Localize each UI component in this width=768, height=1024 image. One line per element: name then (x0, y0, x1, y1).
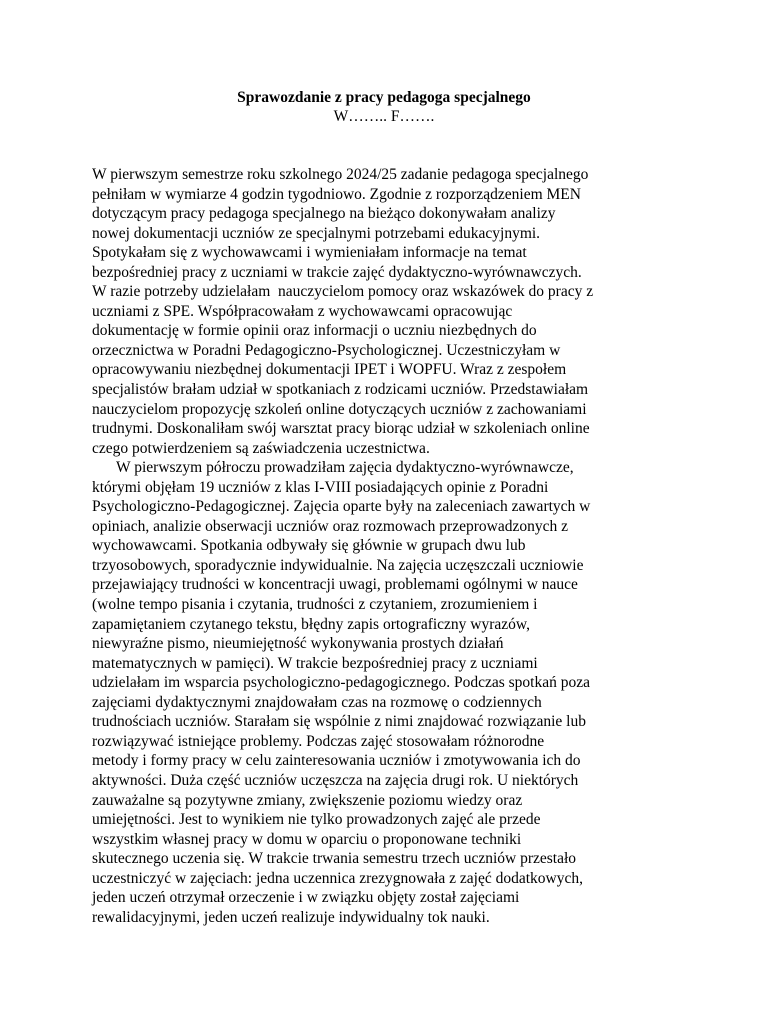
body-text-line: W razie potrzeby udzielałam nauczycielom pomocy oraz wskazówek do pracy z (92, 283, 594, 301)
body-text-line: Spotykałam się z wychowawcami i wymieniałam informacje na temat (92, 244, 527, 262)
body-text-line: jeden uczeń otrzymał orzeczenie i w związku objęty został zajęciami (92, 889, 520, 907)
body-text-line: rozwiązywać istniejące problemy. Podczas zajęć stosowałam różnorodne (92, 732, 545, 750)
body-text-line: wszystkim własnej pracy w domu w oparciu o proponowane techniki (92, 830, 522, 848)
body-text-line: czego potwierdzeniem są zaświadczenia uczestnictwa. (92, 439, 430, 457)
body-text-line: przejawiający trudności w koncentracji uwagi, problemami ogólnymi w nauce (92, 576, 578, 594)
body-text-line: wychowawcami. Spotkania odbywały się głównie w grupach dwu lub (92, 537, 526, 555)
body-text-line: aktywności. Duża część uczniów uczęszcza na zajęcia drugi rok. U niektórych (92, 771, 579, 789)
body-text-line: (wolne tempo pisania i czytania, trudności z czytaniem, zrozumieniem i (92, 596, 538, 614)
body-text-line: zajęciami dydaktycznymi znajdowałam czas na rozmowę o codziennych (92, 693, 542, 711)
body-text-line: udzielałam im wsparcia psychologiczno-pedagogicznego. Podczas spotkań poza (92, 674, 590, 692)
body-text-line: umiejętności. Jest to wynikiem nie tylko prowadzonych zajęć ale przede (92, 811, 541, 829)
body-text-line: nowej dokumentacji uczniów ze specjalnymi potrzebami edukacyjnymi. (92, 224, 541, 242)
body-text-line: trzyosobowych, sporadycznie indywidualnie. Na zajęcia uczęszczali uczniowie (92, 556, 584, 574)
document-title: Sprawozdanie z pracy pedagoga specjalnego (237, 89, 531, 106)
body-text-line: dokumentację w formie opinii oraz informacji o uczniu niezbędnych do (92, 322, 537, 340)
body-text-line: rewalidacyjnymi, jeden uczeń realizuje indywidualny tok nauki. (92, 908, 490, 926)
body-text-line: dotyczącym pracy pedagoga specjalnego na bieżąco dokonywałam analizy (92, 205, 556, 223)
body-text-line: opiniach, analizie obserwacji uczniów oraz rozmowach przeprowadzonych z (92, 517, 568, 535)
body-text-line: niewyraźne pismo, nieumiejętność wykonywania prostych działań (92, 635, 504, 653)
body-text-line: specjalistów brałam udział w spotkaniach z rodzicami uczniów. Przedstawiałam (92, 381, 589, 399)
body-text-line: W pierwszym półroczu prowadziłam zajęcia dydaktyczno-wyrównawcze, (116, 459, 574, 477)
body-text-line: skutecznego uczenia się. W trakcie trwania semestru trzech uczniów przestało (92, 850, 577, 868)
body-text-line: matematycznych w pamięci). W trakcie bezpośredniej pracy z uczniami (92, 654, 538, 672)
body-text-line: trudnymi. Doskonaliłam swój warsztat pracy biorąc udział w szkoleniach online (92, 420, 590, 438)
body-text-line: zapamiętaniem czytanego tekstu, błędny zapis ortograficzny wyrazów, (92, 615, 530, 633)
body-text-line: metody i formy pracy w celu zainteresowania uczniów i zmotywowania ich do (92, 752, 581, 770)
body-text-line: orzecznictwa w Poradni Pedagogiczno-Psychologicznej. Uczestniczyłam w (92, 341, 561, 359)
body-text-line: nauczycielom propozycję szkoleń online dotyczących uczniów z zachowaniami (92, 400, 587, 418)
body-text-line: pełniłam w wymiarze 4 godzin tygodniowo. Zgodnie z rozporządzeniem MEN (92, 185, 581, 203)
body-text-line: zauważalne są pozytywne zmiany, zwiększenie poziomu wiedzy oraz (92, 791, 523, 809)
body-text-line: bezpośredniej pracy z uczniami w trakcie zajęć dydaktyczno-wyrównawczych. (92, 263, 582, 281)
document-subtitle: W…….. F……. (333, 108, 435, 125)
body-text-line: uczestniczyć w zajęciach: jedna uczennica zrezygnowała z zajęć dodatkowych, (92, 869, 583, 887)
body-text-line: opracowywaniu niezbędnej dokumentacji IPET i WOPFU. Wraz z zespołem (92, 361, 567, 379)
document-body (92, 165, 692, 927)
body-text-line: Psychologiczno-Pedagogicznej. Zajęcia oparte były na zaleceniach zawartych w (92, 498, 591, 516)
body-text-line: W pierwszym semestrze roku szkolnego 2024/25 zadanie pedagoga specjalnego (92, 166, 589, 183)
body-text-line: trudnościach uczniów. Starałam się wspólnie z nimi znajdować rozwiązanie lub (92, 713, 586, 731)
body-text-line: którymi objęłam 19 uczniów z klas I-VIII posiadających opinie z Poradni (92, 478, 549, 496)
body-text-line: uczniami z SPE. Współpracowałam z wychowawcami opracowując (92, 302, 513, 320)
